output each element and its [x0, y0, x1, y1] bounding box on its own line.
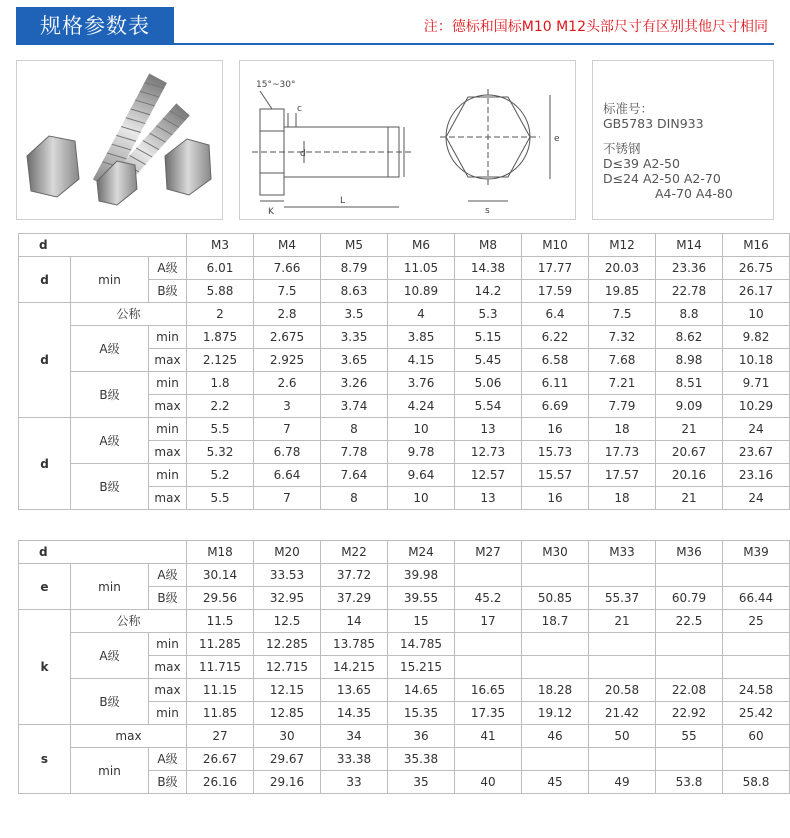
tolerance-label: max	[149, 679, 187, 702]
value-cell: 37.29	[321, 587, 388, 610]
value-cell: 11.05	[388, 257, 455, 280]
value-cell: 6.11	[522, 372, 589, 395]
value-cell: 9.82	[723, 326, 790, 349]
value-cell: 15.35	[388, 702, 455, 725]
value-cell	[522, 564, 589, 587]
value-cell: 10	[388, 418, 455, 441]
value-cell: 40	[455, 771, 522, 794]
value-cell: 12.715	[254, 656, 321, 679]
spec-table-large	[18, 540, 790, 794]
grade-label: B级	[71, 464, 149, 510]
size-cell: M4	[254, 234, 321, 257]
size-cell: M24	[388, 541, 455, 564]
bolt-photo	[16, 60, 223, 220]
tolerance-label: max	[149, 395, 187, 418]
value-cell: 6.69	[522, 395, 589, 418]
value-cell: 11.15	[187, 679, 254, 702]
value-cell: 53.8	[656, 771, 723, 794]
value-cell: 16.65	[455, 679, 522, 702]
tolerance-label: min	[71, 748, 149, 794]
value-cell: 11.85	[187, 702, 254, 725]
value-cell	[656, 633, 723, 656]
value-cell: 29.67	[254, 748, 321, 771]
table-row	[19, 257, 790, 280]
value-cell: 3.26	[321, 372, 388, 395]
value-cell: 26.16	[187, 771, 254, 794]
material-line-2: D≤24 A2-50 A2-70	[603, 171, 721, 186]
table-row	[19, 326, 790, 349]
tolerance-label: min	[149, 633, 187, 656]
grade-label: B级	[149, 771, 187, 794]
value-cell: 6.78	[254, 441, 321, 464]
value-cell: 35	[388, 771, 455, 794]
value-cell: 26.75	[723, 257, 790, 280]
size-cell: M12	[589, 234, 656, 257]
table-header-row	[19, 541, 790, 564]
value-cell: 39.98	[388, 564, 455, 587]
spec-table-small	[18, 233, 790, 510]
value-cell: 10	[388, 487, 455, 510]
value-cell: 8.8	[656, 303, 723, 326]
tolerance-label: max	[149, 656, 187, 679]
value-cell	[522, 748, 589, 771]
value-cell: 50	[589, 725, 656, 748]
d-label: d	[300, 149, 306, 159]
value-cell	[723, 564, 790, 587]
grade-label: B级	[149, 587, 187, 610]
value-cell: 17.73	[589, 441, 656, 464]
nominal-label: 公称	[71, 303, 187, 326]
value-cell: 18.28	[522, 679, 589, 702]
value-cell: 7.32	[589, 326, 656, 349]
s-label: s	[485, 206, 490, 216]
value-cell: 41	[455, 725, 522, 748]
grade-label: B级	[149, 280, 187, 303]
standard-codes: GB5783 DIN933	[603, 116, 704, 131]
value-cell	[455, 633, 522, 656]
value-cell: 13.785	[321, 633, 388, 656]
value-cell: 24	[723, 487, 790, 510]
value-cell: 2.6	[254, 372, 321, 395]
value-cell: 58.8	[723, 771, 790, 794]
value-cell: 21	[589, 610, 656, 633]
value-cell: 49	[589, 771, 656, 794]
value-cell: 14.2	[455, 280, 522, 303]
value-cell: 25	[723, 610, 790, 633]
value-cell: 2.925	[254, 349, 321, 372]
table-row	[19, 748, 790, 771]
value-cell	[723, 656, 790, 679]
value-cell: 18.7	[522, 610, 589, 633]
size-cell: M5	[321, 234, 388, 257]
size-cell: M22	[321, 541, 388, 564]
title-underline	[174, 43, 774, 45]
size-cell: M8	[455, 234, 522, 257]
value-cell: 14.65	[388, 679, 455, 702]
value-cell: 7.78	[321, 441, 388, 464]
value-cell	[455, 656, 522, 679]
value-cell: 45.2	[455, 587, 522, 610]
value-cell: 11.5	[187, 610, 254, 633]
value-cell: 17.35	[455, 702, 522, 725]
value-cell: 16	[522, 418, 589, 441]
tolerance-label: min	[71, 257, 149, 303]
group-label: d	[19, 303, 71, 418]
value-cell: 60.79	[656, 587, 723, 610]
value-cell: 20.03	[589, 257, 656, 280]
value-cell: 17.57	[589, 464, 656, 487]
tolerance-label: max	[149, 487, 187, 510]
group-label: d	[19, 418, 71, 510]
value-cell: 10.29	[723, 395, 790, 418]
value-cell: 13	[455, 418, 522, 441]
value-cell: 14.35	[321, 702, 388, 725]
value-cell: 34	[321, 725, 388, 748]
grade-label: A级	[71, 633, 149, 679]
value-cell: 36	[388, 725, 455, 748]
value-cell: 14.38	[455, 257, 522, 280]
table-row	[19, 464, 790, 487]
value-cell: 7.5	[254, 280, 321, 303]
value-cell: 10.18	[723, 349, 790, 372]
value-cell: 16	[522, 487, 589, 510]
value-cell: 22.5	[656, 610, 723, 633]
tolerance-label: min	[149, 326, 187, 349]
value-cell: 8.79	[321, 257, 388, 280]
size-cell: M16	[723, 234, 790, 257]
value-cell: 12.285	[254, 633, 321, 656]
value-cell: 20.67	[656, 441, 723, 464]
material-label: 不锈钢	[603, 141, 641, 156]
value-cell: 60	[723, 725, 790, 748]
value-cell: 7.66	[254, 257, 321, 280]
grade-label: A级	[71, 326, 149, 372]
value-cell: 7.64	[321, 464, 388, 487]
value-cell: 6.01	[187, 257, 254, 280]
group-label: d	[19, 257, 71, 303]
value-cell: 10.89	[388, 280, 455, 303]
value-cell: 6.22	[522, 326, 589, 349]
grade-label: A级	[71, 418, 149, 464]
value-cell: 5.3	[455, 303, 522, 326]
value-cell: 22.92	[656, 702, 723, 725]
value-cell: 11.285	[187, 633, 254, 656]
head-cell: d	[19, 234, 187, 257]
value-cell	[522, 633, 589, 656]
value-cell: 30	[254, 725, 321, 748]
grade-label: A级	[149, 564, 187, 587]
value-cell: 5.2	[187, 464, 254, 487]
value-cell: 39.55	[388, 587, 455, 610]
grade-label: B级	[71, 372, 149, 418]
value-cell: 25.42	[723, 702, 790, 725]
value-cell: 5.5	[187, 487, 254, 510]
value-cell: 30.14	[187, 564, 254, 587]
nominal-label: 公称	[71, 610, 187, 633]
value-cell: 9.71	[723, 372, 790, 395]
value-cell: 12.73	[455, 441, 522, 464]
value-cell: 17.59	[522, 280, 589, 303]
value-cell: 2.675	[254, 326, 321, 349]
tolerance-label: max	[149, 441, 187, 464]
value-cell: 12.85	[254, 702, 321, 725]
grade-label: A级	[149, 748, 187, 771]
value-cell: 55	[656, 725, 723, 748]
grade-label: B级	[71, 679, 149, 725]
value-cell: 3.65	[321, 349, 388, 372]
value-cell	[723, 633, 790, 656]
value-cell	[589, 564, 656, 587]
size-cell: M33	[589, 541, 656, 564]
table-row	[19, 679, 790, 702]
value-cell: 15.215	[388, 656, 455, 679]
value-cell: 29.56	[187, 587, 254, 610]
value-cell: 3.74	[321, 395, 388, 418]
size-cell: M20	[254, 541, 321, 564]
table-header-row	[19, 234, 790, 257]
size-cell: M30	[522, 541, 589, 564]
angle-label: 15°~30°	[256, 80, 296, 90]
page-title: 规格参数表	[16, 7, 174, 45]
value-cell: 2.8	[254, 303, 321, 326]
tolerance-label: min	[149, 464, 187, 487]
value-cell: 55.37	[589, 587, 656, 610]
value-cell: 19.12	[522, 702, 589, 725]
size-cell: M39	[723, 541, 790, 564]
value-cell: 13.65	[321, 679, 388, 702]
header-note: 注：德标和国标M10 M12头部尺寸有区别其他尺寸相同	[423, 19, 768, 35]
table-row	[19, 418, 790, 441]
table-row	[19, 564, 790, 587]
value-cell: 15	[388, 610, 455, 633]
value-cell	[455, 748, 522, 771]
value-cell: 11.715	[187, 656, 254, 679]
value-cell: 1.8	[187, 372, 254, 395]
value-cell: 20.16	[656, 464, 723, 487]
value-cell: 15.73	[522, 441, 589, 464]
value-cell: 5.06	[455, 372, 522, 395]
value-cell: 29.16	[254, 771, 321, 794]
value-cell: 5.54	[455, 395, 522, 418]
group-label: e	[19, 564, 71, 610]
value-cell: 21	[656, 487, 723, 510]
value-cell	[589, 656, 656, 679]
tolerance-label: min	[149, 372, 187, 395]
value-cell: 32.95	[254, 587, 321, 610]
value-cell	[455, 564, 522, 587]
value-cell: 3.85	[388, 326, 455, 349]
value-cell: 2.125	[187, 349, 254, 372]
value-cell: 9.64	[388, 464, 455, 487]
value-cell: 20.58	[589, 679, 656, 702]
value-cell: 21	[656, 418, 723, 441]
value-cell: 22.78	[656, 280, 723, 303]
size-cell: M36	[656, 541, 723, 564]
value-cell: 5.15	[455, 326, 522, 349]
value-cell: 3	[254, 395, 321, 418]
tolerance-label: min	[71, 564, 149, 610]
value-cell: 6.64	[254, 464, 321, 487]
value-cell: 33	[321, 771, 388, 794]
value-cell: 14.215	[321, 656, 388, 679]
value-cell: 1.875	[187, 326, 254, 349]
value-cell	[589, 633, 656, 656]
value-cell: 2	[187, 303, 254, 326]
value-cell: 5.32	[187, 441, 254, 464]
value-cell: 33.53	[254, 564, 321, 587]
value-cell: 3.5	[321, 303, 388, 326]
value-cell: 21.42	[589, 702, 656, 725]
value-cell: 17.77	[522, 257, 589, 280]
value-cell: 14.785	[388, 633, 455, 656]
value-cell: 2.2	[187, 395, 254, 418]
value-cell: 50.85	[522, 587, 589, 610]
table-row	[19, 303, 790, 326]
value-cell: 5.45	[455, 349, 522, 372]
table-row	[19, 372, 790, 395]
value-cell: 26.67	[187, 748, 254, 771]
material-line-1: D≤39 A2-50	[603, 156, 680, 171]
value-cell: 33.38	[321, 748, 388, 771]
value-cell: 10	[723, 303, 790, 326]
tolerance-label: min	[149, 702, 187, 725]
value-cell: 12.57	[455, 464, 522, 487]
value-cell: 23.16	[723, 464, 790, 487]
value-cell: 27	[187, 725, 254, 748]
value-cell: 23.67	[723, 441, 790, 464]
size-cell: M14	[656, 234, 723, 257]
value-cell	[589, 748, 656, 771]
value-cell: 12.5	[254, 610, 321, 633]
value-cell: 24.58	[723, 679, 790, 702]
value-cell: 4.15	[388, 349, 455, 372]
value-cell: 35.38	[388, 748, 455, 771]
value-cell: 24	[723, 418, 790, 441]
value-cell: 8	[321, 487, 388, 510]
value-cell: 18	[589, 418, 656, 441]
tolerance-label: min	[149, 418, 187, 441]
value-cell: 46	[522, 725, 589, 748]
group-label: k	[19, 610, 71, 725]
size-cell: M27	[455, 541, 522, 564]
value-cell: 37.72	[321, 564, 388, 587]
size-cell: M6	[388, 234, 455, 257]
value-cell: 45	[522, 771, 589, 794]
value-cell: 8	[321, 418, 388, 441]
value-cell: 19.85	[589, 280, 656, 303]
head-cell: d	[19, 541, 187, 564]
group-label: s	[19, 725, 71, 794]
value-cell: 7.5	[589, 303, 656, 326]
value-cell: 9.09	[656, 395, 723, 418]
value-cell: 7.68	[589, 349, 656, 372]
e-label: e	[554, 134, 560, 144]
table-row	[19, 725, 790, 748]
size-cell: M18	[187, 541, 254, 564]
value-cell: 4.24	[388, 395, 455, 418]
grade-label: A级	[149, 257, 187, 280]
table-row	[19, 610, 790, 633]
value-cell: 8.63	[321, 280, 388, 303]
value-cell: 12.15	[254, 679, 321, 702]
value-cell: 6.4	[522, 303, 589, 326]
value-cell: 13	[455, 487, 522, 510]
tolerance-label: max	[149, 349, 187, 372]
table-row	[19, 633, 790, 656]
value-cell: 18	[589, 487, 656, 510]
standard-label: 标准号：	[603, 101, 654, 116]
c-label: c	[297, 104, 302, 114]
value-cell: 14	[321, 610, 388, 633]
value-cell: 17	[455, 610, 522, 633]
value-cell: 15.57	[522, 464, 589, 487]
value-cell: 7	[254, 487, 321, 510]
bolt-drawing	[239, 60, 576, 220]
tolerance-label: max	[71, 725, 187, 748]
value-cell: 3.76	[388, 372, 455, 395]
standards-panel	[592, 60, 774, 220]
value-cell: 7	[254, 418, 321, 441]
value-cell: 22.08	[656, 679, 723, 702]
l-label: L	[340, 196, 346, 206]
value-cell: 7.79	[589, 395, 656, 418]
value-cell	[656, 748, 723, 771]
k-label: K	[268, 207, 274, 217]
size-cell: M3	[187, 234, 254, 257]
value-cell: 23.36	[656, 257, 723, 280]
value-cell: 3.35	[321, 326, 388, 349]
value-cell: 26.17	[723, 280, 790, 303]
value-cell: 4	[388, 303, 455, 326]
value-cell: 8.51	[656, 372, 723, 395]
value-cell	[656, 564, 723, 587]
value-cell: 8.62	[656, 326, 723, 349]
value-cell: 5.88	[187, 280, 254, 303]
value-cell	[656, 656, 723, 679]
value-cell: 8.98	[656, 349, 723, 372]
value-cell: 6.58	[522, 349, 589, 372]
value-cell: 5.5	[187, 418, 254, 441]
value-cell	[723, 748, 790, 771]
material-line-3: A4-70 A4-80	[655, 186, 733, 201]
value-cell: 9.78	[388, 441, 455, 464]
size-cell: M10	[522, 234, 589, 257]
value-cell: 7.21	[589, 372, 656, 395]
value-cell	[522, 656, 589, 679]
value-cell: 66.44	[723, 587, 790, 610]
